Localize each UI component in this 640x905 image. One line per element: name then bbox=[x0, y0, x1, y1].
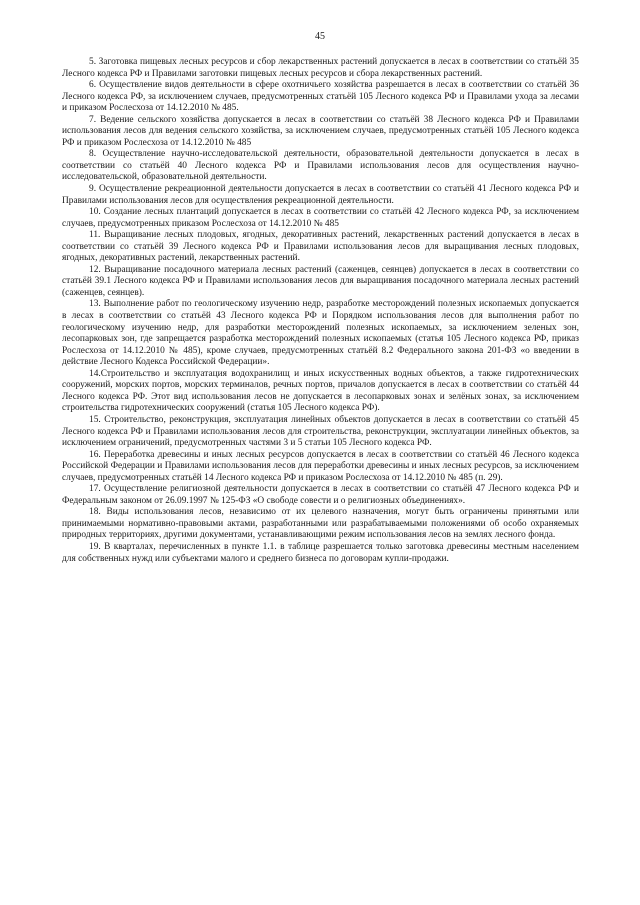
paragraph-19: 19. В кварталах, перечисленных в пункте 1.1. в таблице разрешается только заготовка древесины местным населением для собственных нужд или субъектами малого и среднего бизнеса по договорам купли-продажи. bbox=[62, 541, 579, 564]
paragraph-8: 8. Осуществление научно-исследовательской деятельности, образовательной деятельности допускается в лесах в соответствии со статьёй 40 Лесного кодекса РФ и Правилами использования лесов для осуществления научно-исследовательской, образовательной деятельности. bbox=[62, 149, 579, 183]
paragraph-14: 14.Строительство и эксплуатация водохранилищ и иных искусственных водных объектов, а также гидротехнических сооружений, морских портов, морских терминалов, речных портов, причалов допускается в лесах в соответствии со статьёй 44 Лесного кодекса РФ. Этот вид использования лесов не допускается в лесопарковых зонах и зелёных зонах, за исключением строительства гидротехнических сооружений (статья 105 Лесного кодекса РФ). bbox=[62, 368, 579, 414]
page-number: 45 bbox=[315, 31, 325, 42]
paragraph-7: 7. Ведение сельского хозяйства допускается в лесах в соответствии со статьёй 38 Лесного кодекса РФ и Правилами использования лесов для ведения сельского хозяйства, за исключением случаев, предусмотренных статьёй 105 Лесного кодекса РФ и приказом Рослесхоза от 14.12.2010 № 485 bbox=[62, 114, 579, 148]
paragraph-16: 16. Переработка древесины и иных лесных ресурсов допускается в лесах в соответствии со статьёй 46 Лесного кодекса Российской Федерации и Правилами использования лесов для переработки древесины и иных лесных ресурсов, за исключением случаев, предусмотренных статьёй 14 Лесного кодекса РФ и приказом Рослесхоза от 14.12.2010 № 485 (п. 29). bbox=[62, 449, 579, 483]
paragraph-18: 18. Виды использования лесов, независимо от их целевого назначения, могут быть ограничены принятыми или принимаемыми нормативно-правовыми актами, разработанными или разрабатываемыми положениями об особо охраняемых природных территориях, другими документами, устанавливающими режим использования лесов на землях лесного фонда. bbox=[62, 507, 579, 541]
paragraph-15: 15. Строительство, реконструкция, эксплуатация линейных объектов допускается в лесах в соответствии со статьёй 45 Лесного кодекса РФ и Правилами использования лесов для строительства, реконструкции, эксплуатации линейных объектов, за исключением ограничений, предусмотренных частями 3 и 5 статьи 105 Лесного кодекса РФ. bbox=[62, 414, 579, 449]
paragraph-11: 11. Выращивание лесных плодовых, ягодных, декоративных растений, лекарственных растений допускается в лесах в соответствии со статьёй 39 Лесного кодекса РФ и Правилами использования лесов для выращивания лесных плодовых, ягодных, декоративных растений, лекарственных растений. bbox=[62, 230, 579, 264]
paragraph-9: 9. Осуществление рекреационной деятельности допускается в лесах в соответствии со статьёй 41 Лесного кодекса РФ и Правилами использования лесов для осуществления рекреационной деятельности. bbox=[62, 184, 579, 206]
paragraph-6: 6. Осуществление видов деятельности в сфере охотничьего хозяйства разрешается в лесах в соответствии со статьёй 36 Лесного кодекса РФ, за исключением случаев, предусмотренных статьёй 105 Лесного кодекса РФ и Правилами ухода за лесами и приказом Рослесхоза от 14.12.2010 № 485. bbox=[62, 80, 579, 114]
paragraph-10: 10. Создание лесных плантаций допускается в лесах в соответствии со статьёй 42 Лесного кодекса РФ, за исключением случаев, предусмотренных приказом Рослесхоза от 14.12.2010 № 485 bbox=[62, 207, 579, 229]
document-body bbox=[62, 57, 579, 565]
paragraph-5: 5. Заготовка пищевых лесных ресурсов и сбор лекарственных растений допускается в лесах в соответствии со статьёй 35 Лесного кодекса РФ и Правилами заготовки пищевых лесных ресурсов и сбора лекарственных растений. bbox=[62, 57, 579, 79]
paragraph-12: 12. Выращивание посадочного материала лесных растений (саженцев, сеянцев) допускается в лесах в соответствии со статьёй 39.1 Лесного кодекса РФ и Правилами использования лесов для выращивания посадочного материала лесных растений (саженцев, сеянцев). bbox=[62, 264, 579, 298]
paragraph-17: 17. Осуществление религиозной деятельности допускается в лесах в соответствии со статьёй 47 Лесного кодекса РФ и Федеральным законом от 26.09.1997 № 125-ФЗ «О свободе совести и о религиозных объединениях». bbox=[62, 484, 579, 506]
paragraph-13: 13. Выполнение работ по геологическому изучению недр, разработке месторождений полезных ископаемых допускается в лесах в соответствии со статьёй 43 Лесного кодекса РФ и Порядком использования лесов для выполнения работ по геологическому изучению недр, для разработки месторождений полезных ископаемых, за исключением зеленых зон, лесопарковых зон, где запрещается разработка месторождений полезных ископаемых (статья 105 Лесного кодекса РФ, приказ Рослесхоза от 14.12.2010 № 485), кроме случаев, предусмотренных статьёй 8.2 Федерального закона 201-ФЗ «о введении в действие Лесного Кодекса Российской Федерации». bbox=[62, 299, 579, 368]
